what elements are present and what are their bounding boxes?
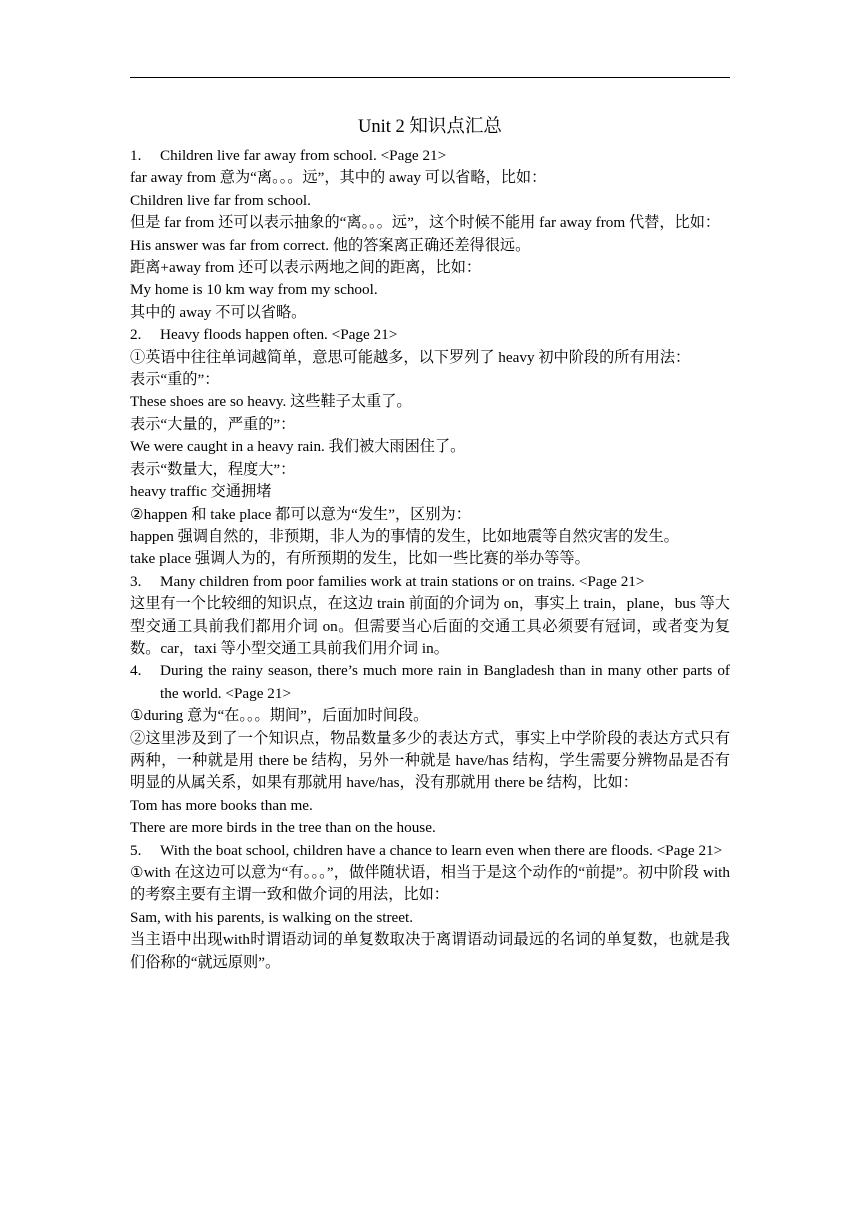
numbered-item-5 xyxy=(130,840,730,862)
numbered-item-3 xyxy=(130,571,730,593)
item-text: Children live far away from school. <Page 21> xyxy=(160,147,447,164)
document-body xyxy=(130,114,730,974)
paragraph: ①during 意为“在。。。期间”，后面加时间段。 xyxy=(130,707,429,725)
paragraph: ①英语中往往单词越简单，意思可能越多，以下罗列了 heavy 初中阶段的所有用法： xyxy=(130,348,691,366)
paragraph: take place 强调人为的，有所预期的发生，比如一些比赛的举办等等。 xyxy=(130,550,590,568)
paragraph: 表示“大量的，严重的”： xyxy=(130,415,296,433)
paragraph: 当主语中出现with时谓语动词的单复数取决于离谓语动词最远的名词的单复数，也就是我们俗称的“就远原则”。 xyxy=(130,931,730,971)
item-number: 2. xyxy=(130,326,142,344)
paragraph: far away from 意为“离。。。远”，其中的 away 可以省略，比如： xyxy=(130,169,547,187)
example-sentence: heavy traffic 交通拥堵 xyxy=(130,483,272,501)
item-text: Heavy floods happen often. <Page 21> xyxy=(160,326,398,344)
paragraph: 其中的 away 不可以省略。 xyxy=(130,303,307,321)
paragraph: ①with 在这边可以意为“有。。。”，做伴随状语，相当于是这个动作的“前提”。初中阶段 with 的考察主要有主谓一致和做介词的用法，比如： xyxy=(130,864,730,904)
paragraph: 距离+away from 还可以表示两地之间的距离，比如： xyxy=(130,259,482,277)
example-sentence: These shoes are so heavy. 这些鞋子太重了。 xyxy=(130,393,412,411)
paragraph: 表示“数量大，程度大”： xyxy=(130,460,296,478)
item-text: With the boat school, children have a chance to learn even when there are floods. <Page 21> xyxy=(160,841,723,859)
example-sentence: Tom has more books than me. xyxy=(130,796,313,814)
numbered-item-2 xyxy=(130,324,730,346)
example-sentence: Sam, with his parents, is walking on the street. xyxy=(130,908,414,926)
example-sentence: Children live far from school. xyxy=(130,191,311,209)
paragraph: ②happen 和 take place 都可以意为“发生”，区别为： xyxy=(130,505,471,523)
example-sentence: His answer was far from correct. 他的答案离正确还差得很远。 xyxy=(130,236,531,254)
item-number: 4. xyxy=(130,662,142,680)
document-title: Unit 2 知识点汇总 xyxy=(358,117,502,137)
paragraph: 表示“重的”： xyxy=(130,371,220,389)
item-number: 3. xyxy=(130,572,142,590)
example-sentence: There are more birds in the tree than on the house. xyxy=(130,819,436,837)
item-number: 5. xyxy=(130,841,142,859)
item-number: 1. xyxy=(130,147,142,164)
numbered-item-1 xyxy=(130,145,730,167)
paragraph: 这里有一个比较细的知识点，在这边 train 前面的介词为 on，事实上 train，plane，bus 等大型交通工具前我们都用介词 on。但需要当心后面的交通工具必须要有冠词，或者变为复数。car，taxi 等小型交通工具前我们用介词 in。 xyxy=(130,595,730,657)
header-rule xyxy=(130,77,730,78)
item-text: During the rainy season, there’s much more rain in Bangladesh than in many other parts of the world. <Page 21> xyxy=(160,662,730,702)
paragraph: ②这里涉及到了一个知识点，物品数量多少的表达方式，事实上中学阶段的表达方式只有两种，一种就是用 there be 结构，另外一种就是 have/has 结构，学生需要分辨物品是否有明显的从属关系，如果有那就用 have/has，没有那就用 there be 结构，比如： xyxy=(130,729,730,792)
numbered-item-4 xyxy=(130,660,730,705)
paragraph: 但是 far from 还可以表示抽象的“离。。。远”，这个时候不能用 far away from 代替，比如： xyxy=(130,214,721,232)
example-sentence: We were caught in a heavy rain. 我们被大雨困住了。 xyxy=(130,438,466,456)
example-sentence: My home is 10 km way from my school. xyxy=(130,281,378,299)
paragraph: happen 强调自然的，非预期，非人为的事情的发生，比如地震等自然灾害的发生。 xyxy=(130,527,679,545)
item-text: Many children from poor families work at train stations or on trains. <Page 21> xyxy=(160,572,645,590)
